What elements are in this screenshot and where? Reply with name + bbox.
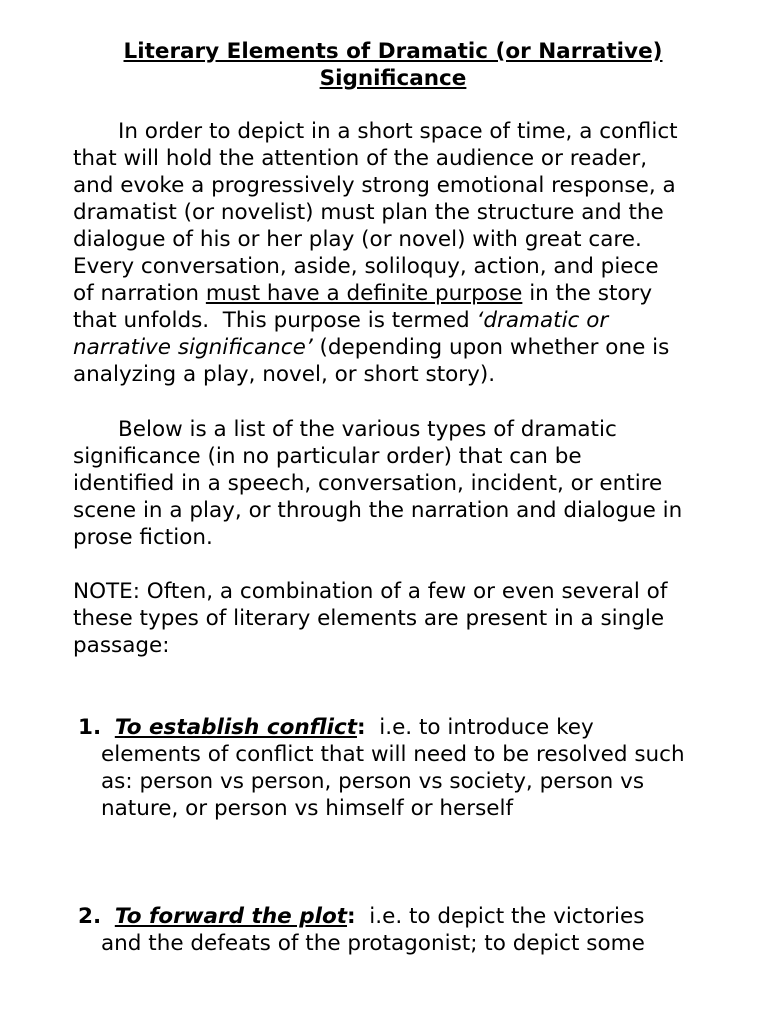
text-segment: in the story xyxy=(522,281,653,306)
list-item xyxy=(78,903,758,957)
list-item-text: i.e. to depict the victories xyxy=(355,904,645,929)
list-item-line: as: person vs person, person vs society, person vs xyxy=(101,769,645,794)
paragraph-line: analyzing a play, novel, or short story). xyxy=(73,362,496,387)
list-item-text: i.e. to introduce key xyxy=(365,715,594,740)
paragraph-line: In order to depict in a short space of time, a conflict xyxy=(118,119,678,144)
list-intro-paragraph xyxy=(73,416,753,551)
text-segment: of narration xyxy=(73,281,206,306)
paragraph-line: prose fiction. xyxy=(73,525,213,550)
list-item xyxy=(78,714,758,822)
list-item-number: 2. xyxy=(78,904,102,929)
list-item-colon: : xyxy=(356,715,366,740)
paragraph-line: identified in a speech, conversation, incident, or entire xyxy=(73,471,663,496)
list-item-line: and the defeats of the protagonist; to depict some xyxy=(101,931,645,956)
list-item-line: nature, or person vs himself or herself xyxy=(101,796,514,821)
paragraph-line: scene in a play, or through the narration and dialogue in xyxy=(73,498,683,523)
italic-phrase: narrative significance’ xyxy=(73,335,313,360)
list-item-first-line xyxy=(78,903,758,930)
intro-paragraph xyxy=(73,118,753,388)
text-segment: (depending upon whether one is xyxy=(312,335,670,360)
list-item-line: elements of conflict that will need to be resolved such xyxy=(101,742,685,767)
paragraph-line xyxy=(73,334,753,361)
paragraph-line xyxy=(73,307,753,334)
document-title-line-1: Literary Elements of Dramatic (or Narrative) xyxy=(123,39,663,64)
list-item-first-line xyxy=(78,714,758,741)
paragraph-line: dramatist (or novelist) must plan the structure and the xyxy=(73,200,664,225)
paragraph-line: these types of literary elements are present in a single xyxy=(73,606,665,631)
document-title-line-2: Significance xyxy=(319,66,467,91)
text-segment: that unfolds. This purpose is termed xyxy=(73,308,477,333)
paragraph-line xyxy=(73,280,753,307)
paragraph-line: and evoke a progressively strong emotional response, a xyxy=(73,173,676,198)
list-item-heading: To forward the plot xyxy=(114,904,347,929)
list-item-heading: To establish conflict xyxy=(114,715,357,740)
list-item-number: 1. xyxy=(78,715,102,740)
paragraph-line: NOTE: Often, a combination of a few or even several of xyxy=(73,579,668,604)
paragraph-line: significance (in no particular order) that can be xyxy=(73,444,582,469)
list-item-colon: : xyxy=(347,904,356,929)
paragraph-line: Every conversation, aside, soliloquy, action, and piece xyxy=(73,254,659,279)
note-paragraph xyxy=(73,578,753,659)
italic-phrase: ‘dramatic or xyxy=(476,308,609,333)
paragraph-line: that will hold the attention of the audience or reader, xyxy=(73,146,648,171)
underlined-phrase: must have a definite purpose xyxy=(205,281,523,306)
paragraph-line: dialogue of his or her play (or novel) with great care. xyxy=(73,227,642,252)
paragraph-line: Below is a list of the various types of dramatic xyxy=(118,417,617,442)
paragraph-line: passage: xyxy=(73,633,170,658)
